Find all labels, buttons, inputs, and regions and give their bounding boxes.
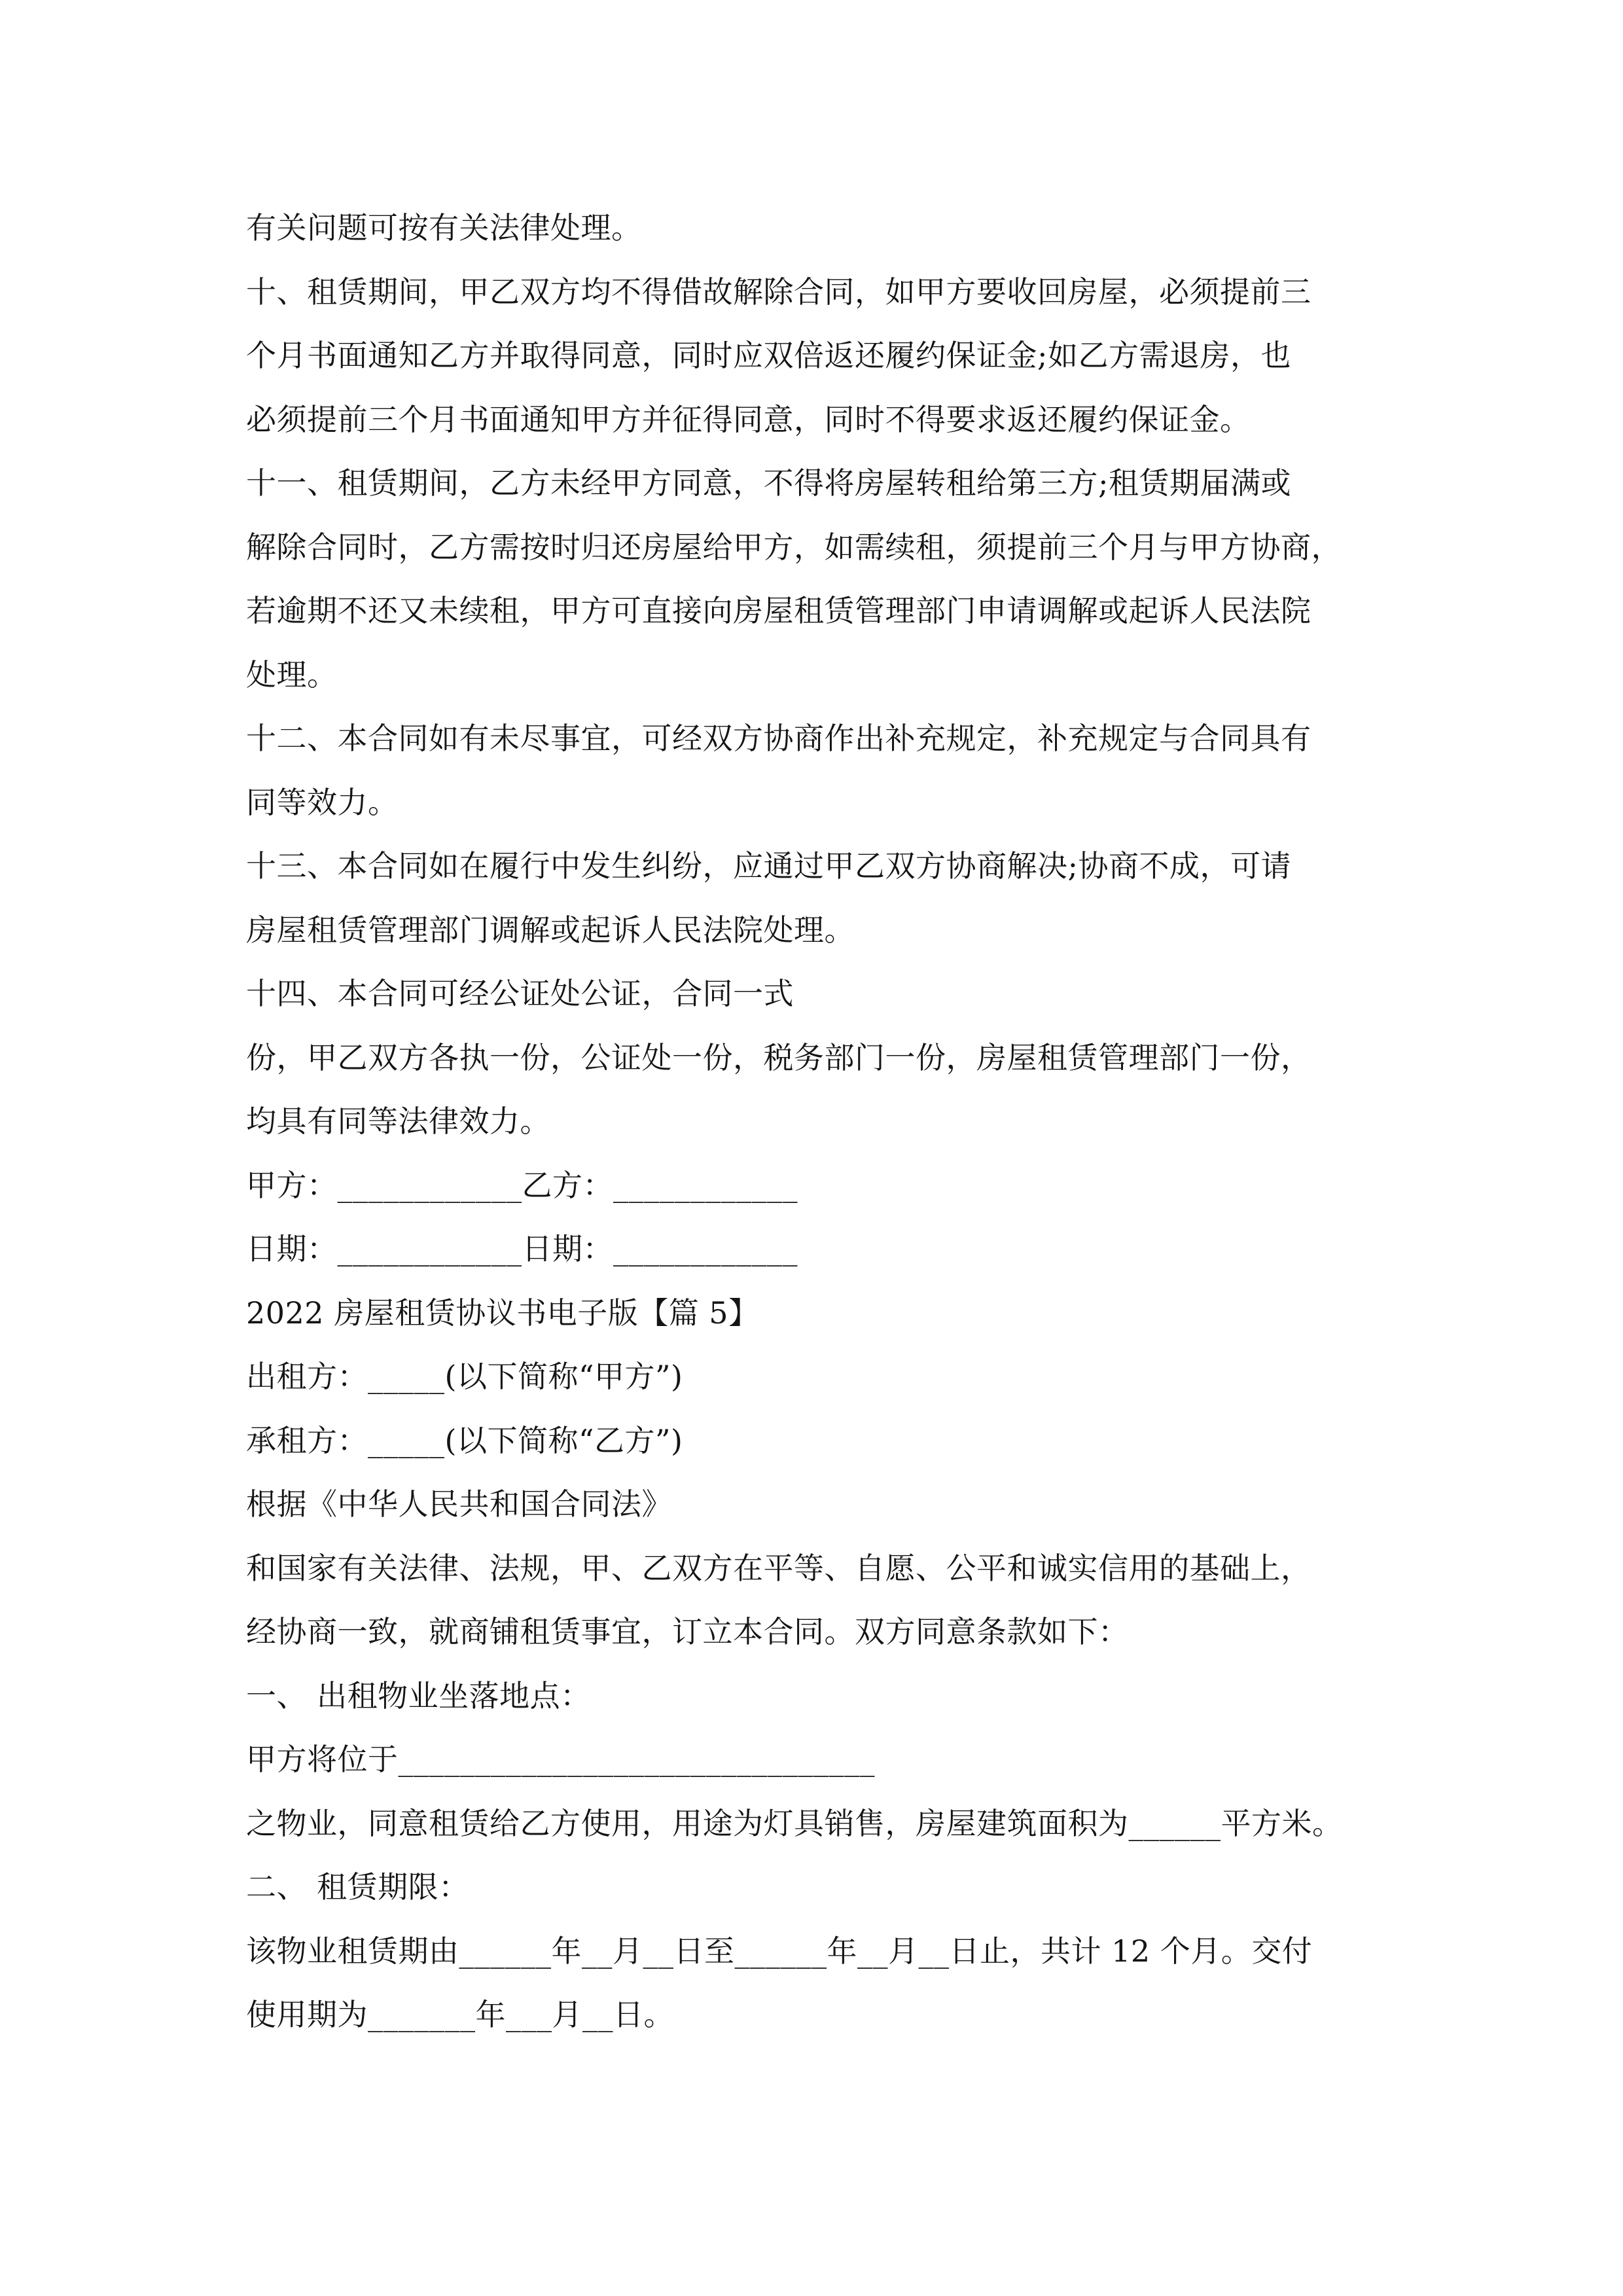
- text-line: 使用期为_______年___月__日。: [246, 1997, 674, 2032]
- text-line: 十、租赁期间，甲乙双方均不得借故解除合同，如甲方要收回房屋，必须提前三: [246, 274, 1311, 310]
- text-line: 同等效力。: [246, 784, 399, 820]
- text-line: 十四、本合同可经公证处公证，合同一式: [246, 976, 794, 1011]
- text-line: 个月书面通知乙方并取得同意，同时应双倍返还履约保证金;如乙方需退房，也: [246, 338, 1291, 373]
- lessor-line: 出租方：_____(以下简称“甲方”): [246, 1359, 683, 1394]
- text-line: 若逾期不还又未续租，甲方可直接向房屋租赁管理部门申请调解或起诉人民法院: [246, 593, 1311, 628]
- signature-line-date: 日期：____________日期：____________: [246, 1231, 798, 1266]
- text-line: 根据《中华人民共和国合同法》: [246, 1486, 672, 1522]
- text-line: 该物业租赁期由______年__月__日至______年__月__日止，共计 12 个月。交付: [246, 1933, 1313, 1969]
- text-line: 之物业，同意租赁给乙方使用，用途为灯具销售，房屋建筑面积为______平方米。: [246, 1805, 1343, 1841]
- signature-line-party: 甲方：____________乙方：____________: [246, 1167, 798, 1203]
- text-line: 份，甲乙双方各执一份，公证处一份，税务部门一份，房屋租赁管理部门一份，: [246, 1039, 1311, 1075]
- text-line: 十二、本合同如有未尽事宜，可经双方协商作出补充规定，补充规定与合同具有: [246, 721, 1311, 756]
- text-line: 房屋租赁管理部门调解或起诉人民法院处理。: [246, 912, 855, 948]
- document-body: [246, 196, 1411, 2047]
- clause-heading: 二、 租赁期限：: [246, 1869, 469, 1905]
- text-line: 处理。: [246, 656, 338, 692]
- text-line: 有关问题可按有关法律处理。: [246, 210, 642, 245]
- text-line: 均具有同等法律效力。: [246, 1103, 550, 1139]
- text-line: 经协商一致，就商铺租赁事宜，订立本合同。双方同意条款如下：: [246, 1614, 1129, 1649]
- clause-heading: 一、 出租物业坐落地点：: [246, 1677, 591, 1713]
- text-line: 甲方将位于_______________________________: [246, 1742, 875, 1777]
- text-line: 和国家有关法律、法规，甲、乙双方在平等、自愿、公平和诚实信用的基础上，: [246, 1550, 1311, 1586]
- text-line: 必须提前三个月书面通知甲方并征得同意，同时不得要求返还履约保证金。: [246, 401, 1251, 437]
- text-line: 十三、本合同如在履行中发生纠纷，应通过甲乙双方协商解决;协商不成，可请: [246, 848, 1291, 884]
- lessee-line: 承租方：_____(以下简称“乙方”): [246, 1422, 683, 1458]
- text-line: 解除合同时，乙方需按时归还房屋给甲方，如需续租，须提前三个月与甲方协商，: [246, 529, 1342, 565]
- text-line: 十一、租赁期间，乙方未经甲方同意，不得将房屋转租给第三方;租赁期届满或: [246, 465, 1291, 501]
- section-heading: 2022 房屋租赁协议书电子版【篇 5】: [246, 1295, 759, 1331]
